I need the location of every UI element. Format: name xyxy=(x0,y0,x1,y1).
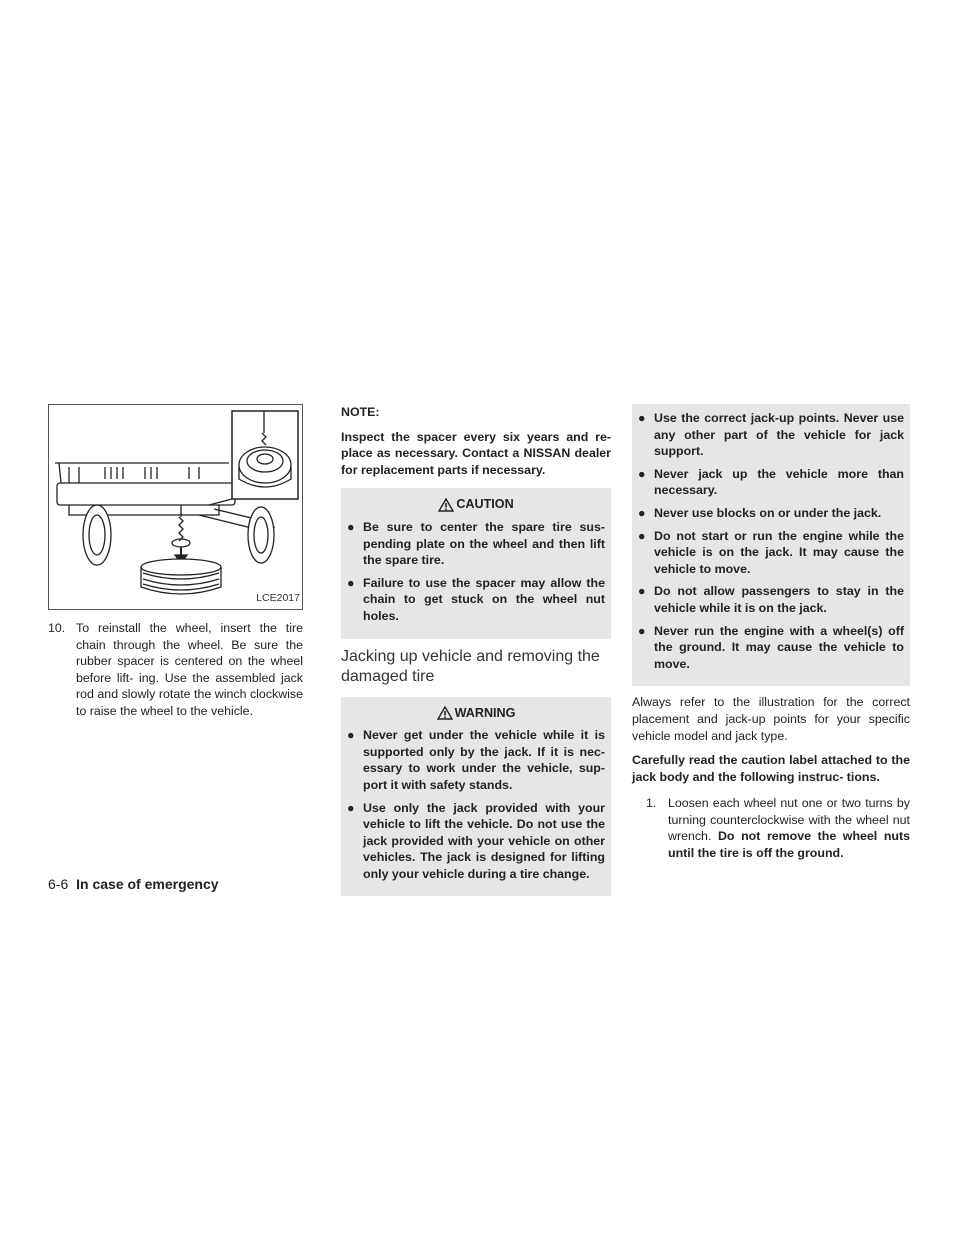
bullet: ● xyxy=(638,584,646,599)
warning-item-text: Do not start or run the engine while the vehicle is on the jack. It may cause the vehicle to move. xyxy=(654,528,904,576)
step-10 xyxy=(48,620,303,720)
step-number: 10. xyxy=(48,621,66,635)
spare-tire-illustration xyxy=(48,404,303,610)
warning-item xyxy=(638,410,904,460)
caution-item xyxy=(347,575,605,625)
warning-item-text: Never run the engine with a wheel(s) off the ground. It may cause the vehicle to move. xyxy=(654,623,904,671)
page-footer xyxy=(48,876,219,892)
bullet: ● xyxy=(347,519,355,534)
warning-item-text: Use only the jack provided with your vehicle to lift the vehicle. Do not use the jack provided with your vehicle on other vehicles. The jack is designed for lifting only your vehicle during a tire change. xyxy=(363,800,605,881)
bullet: ● xyxy=(638,466,646,481)
bullet: ● xyxy=(638,528,646,543)
bullet: ● xyxy=(347,728,355,743)
caution-title: CAUTION xyxy=(456,497,514,512)
caution-header xyxy=(347,496,605,513)
bullet: ● xyxy=(638,505,646,520)
warning-item xyxy=(638,583,904,616)
bullet: ● xyxy=(347,800,355,815)
left-column xyxy=(48,404,303,720)
warning-item-text: Use the correct jack-up points. Never use any other part of the vehicle for jack support. xyxy=(654,411,904,459)
step-text: Loosen each wheel nut one or two turns by turning counterclockwise with the wheel nut wrench. xyxy=(668,796,910,844)
page-number: 6-6 xyxy=(48,876,69,892)
warning-triangle-icon xyxy=(438,498,454,512)
step-number: 1. xyxy=(646,796,657,811)
warning-item xyxy=(638,466,904,499)
note-text: Inspect the spacer every six years and re- place as necessary. Contact a NISSAN dealer for replacement parts if necessary. xyxy=(341,429,611,477)
warning-item-text: Never get under the vehicle while it is supported only by the jack. If it is nec- essary to work under the vehicle, sup- port it with safety stands. xyxy=(363,728,605,792)
warning-item xyxy=(638,528,904,578)
warning-box xyxy=(341,697,611,897)
caution-item-text: Be sure to center the spare tire sus- pending plate on the wheel and then lift the spare tire. xyxy=(363,519,605,568)
warning-item xyxy=(638,505,904,522)
warning-item-text: Never use blocks on or under the jack. xyxy=(654,505,882,520)
warning-item xyxy=(347,800,605,883)
warning-box-continued xyxy=(632,404,910,686)
bullet: ● xyxy=(347,575,355,590)
spare-tire-diagram xyxy=(49,405,303,610)
figure-code: LCE2017 xyxy=(256,592,300,605)
right-column xyxy=(632,404,910,862)
section-heading: Jacking up vehicle and removing the damaged tire xyxy=(341,647,600,685)
caution-item xyxy=(347,519,605,569)
step-text-container xyxy=(668,795,910,861)
careful-paragraph: Carefully read the caution label attached to the jack body and the following instruc- tions. xyxy=(632,753,910,784)
caution-box xyxy=(341,488,611,638)
step-1 xyxy=(632,795,910,861)
warning-item xyxy=(347,727,605,793)
bullet: ● xyxy=(638,411,646,425)
warning-item-text: Never jack up the vehicle more than necessary. xyxy=(654,466,904,498)
middle-column xyxy=(341,404,611,904)
step-text: To reinstall the wheel, insert the tire chain through the wheel. Be sure the rubber spacer is centered on the wheel before lift- ing. Use the assembled jack rod and slowly rotate the winch clockwise to raise the wheel to the vehicle. xyxy=(76,621,303,718)
warning-title: WARNING xyxy=(454,705,516,720)
chapter-title: In case of emergency xyxy=(76,876,219,892)
warning-triangle-icon xyxy=(437,706,453,720)
refer-paragraph: Always refer to the illustration for the correct placement and jack-up points for your specific vehicle model and jack type. xyxy=(632,695,910,743)
warning-header xyxy=(347,705,605,722)
note-title: NOTE: xyxy=(341,405,380,419)
caution-item-text: Failure to use the spacer may allow the chain to get stuck on the wheel nut holes. xyxy=(363,575,605,623)
bullet: ● xyxy=(638,623,646,638)
warning-item xyxy=(638,623,904,673)
warning-item-text: Do not allow passengers to stay in the vehicle while it is on the jack. xyxy=(654,584,904,615)
step-bold-text: Do not remove the wheel nuts until the tire is off the ground. xyxy=(668,829,910,861)
